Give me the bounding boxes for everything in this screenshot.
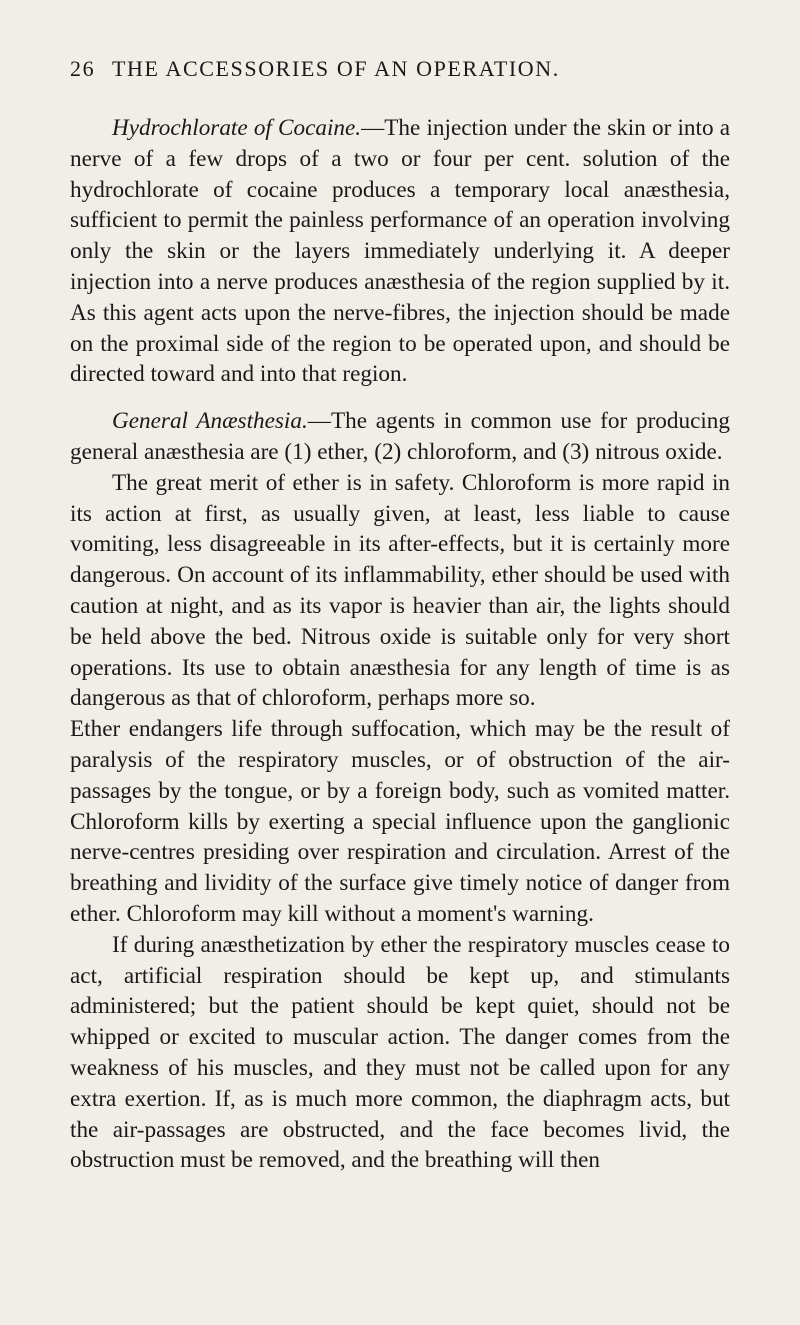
paragraph-artificial-respiration	[70, 930, 730, 1176]
paragraph-general-anaesthesia	[70, 406, 730, 468]
paragraph-text: Ether endangers life through suffocation, which may be the result of paralysis of the respiratory muscles, or of obstruction of the air-passages by the tongue, or by a foreign body, such as vomited matter. Chloroform kills by exerting a special influence upon the ganglionic nerve-centres presiding over respiration and circulation. Arrest of the breathing and lividity of the surface give timely notice of danger from ether. Chloroform may kill without a moment's warning.	[70, 716, 730, 927]
paragraph-ether-merit	[70, 468, 730, 714]
paragraph-text: If during anæsthetization by ether the respiratory muscles cease to act, artificial respiration should be kept up, and stimulants administered; but the patient should be kept quiet, should not be whipped or excited to muscular action. The danger comes from the weakness of his muscles, and they must not be called upon for any extra exertion. If, as is much more common, the diaphragm acts, but the air-passages are obstructed, and the face becomes livid, the obstruction must be removed, and the breathing will then	[70, 931, 730, 1174]
paragraph-ether-dangers	[70, 714, 730, 930]
page-number: 26	[70, 56, 96, 81]
running-title: THE ACCESSORIES OF AN OPERATION.	[112, 56, 560, 81]
section-heading-general-anaesthesia: General Anæsthesia.	[112, 408, 308, 435]
body-text	[70, 113, 730, 1176]
running-head	[70, 56, 730, 86]
paragraph-text: —The injection under the skin or into a nerve of a few drops of a two or four per cent. solution of the hydrochlorate of cocaine produces a temporary local anæsthesia, sufficient to permit the painless performance of an operation involving only the skin or the layers immediately underlying it. A deeper injection into a nerve produces anæsthesia of the region supplied by it. As this agent acts upon the nerve-fibres, the injection should be made on the proximal side of the region to be operated upon, and should be directed toward and into that region.	[70, 115, 730, 388]
paragraph-text: —The agents in common use for producing general anæsthesia are (1) ether, (2) chloroform, and (3) nitrous oxide.	[70, 408, 730, 465]
paragraph-cocaine	[70, 113, 730, 390]
paragraph-text: The great merit of ether is in safety. Chloroform is more rapid in its action at first, as usually given, at least, less liable to cause vomiting, less disagreeable in its after-effects, but it is certainly more dangerous. On account of its inflammability, ether should be used with caution at night, and as its vapor is heavier than air, the lights should be held above the bed. Nitrous oxide is suitable only for very short operations. Its use to obtain anæsthesia for any length of time is as dangerous as that of chloroform, perhaps more so.	[70, 469, 730, 712]
section-heading-cocaine: Hydrochlorate of Cocaine.	[112, 115, 362, 141]
